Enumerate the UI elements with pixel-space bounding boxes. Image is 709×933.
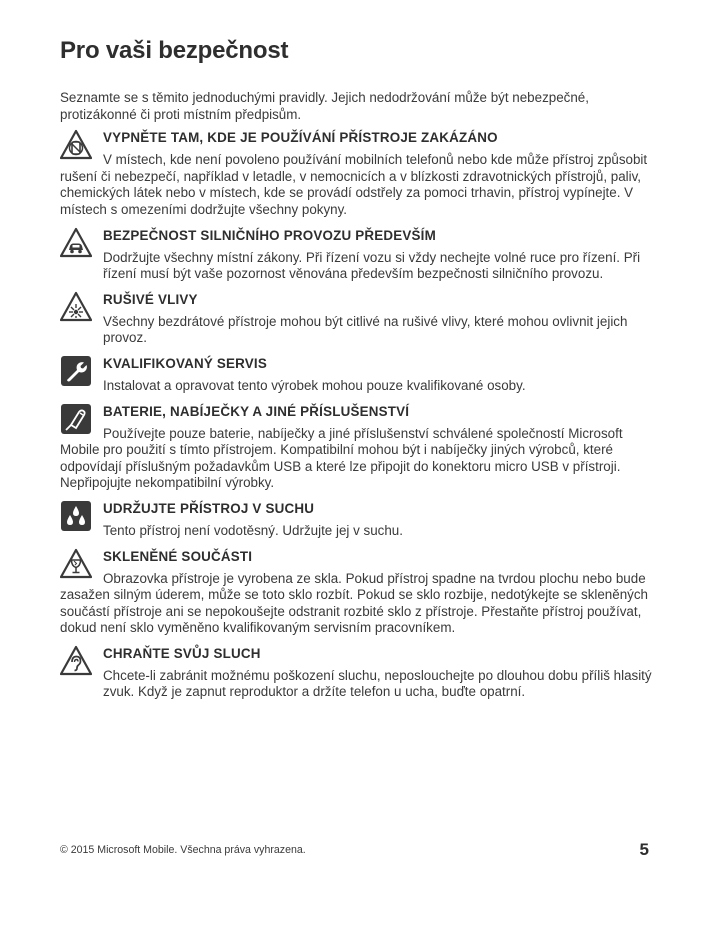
wrench-icon — [60, 355, 92, 387]
section-body: Chcete-li zabránit možnému poškození sluchu, neposlouchejte po dlouhou dobu příliš hlasitý zvuk. Když je zapnut reproduktor a držíte telefon u ucha, buďte opatrní. — [103, 667, 652, 700]
section-glass — [60, 548, 656, 637]
battery-charger-icon — [60, 403, 92, 435]
copyright-footer: © 2015 Microsoft Mobile. Všechna práva vyhrazena. — [60, 844, 306, 856]
section-body: Používejte pouze baterie, nabíječky a jiné příslušenství schválené společností Microsoft Mobile pro použití s tímto přístrojem. Kompatibilní mohou být i nabíječky jiných výrobců, které odpovídají příslušným požadavkům USB a které lze připojit do konektoru micro USB v přístroji. Nepřipojujte nekompatibilní výrobky. — [60, 425, 623, 491]
section-body: V místech, kde není povoleno používání mobilních telefonů nebo kde může přístroj způsobit rušení či nebezpečí, například v letadle, v nemocnicích a v blízkosti zdravotnických přístrojů, paliv, chemických látek nebo v místech, kde se provádí odstřely za pomoci trhavin, přístroj vypínejte. V místech s omezeními dodržujte všechny pokyny. — [60, 152, 648, 217]
section-body: Obrazovka přístroje je vyrobena ze skla. Pokud přístroj spadne na tvrdou plochu nebo bude zasažen silným úderem, může se toto sklo rozbít. Pokud se sklo rozbije, nedotýkejte se skleněných součástí přístroje ani se nepokoušejte odstranit rozbité sklo z přístroje. Přestaňte přístroj používat, dokud není sklo vyměněno kvalifikovaným servisním pracovníkem. — [60, 570, 648, 636]
ear-warning-icon — [60, 645, 92, 677]
section-title: SKLENĚNÉ SOUČÁSTI — [103, 548, 253, 564]
page-number: 5 — [639, 840, 649, 859]
section-title: RUŠIVÉ VLIVY — [103, 291, 198, 307]
section-keep-dry — [60, 500, 656, 540]
section-title: BATERIE, NABÍJEČKY A JINÉ PŘÍSLUŠENSTVÍ — [103, 403, 410, 419]
section-interference — [60, 291, 656, 347]
section-body: Tento přístroj není vodotěsný. Udržujte jej v suchu. — [103, 522, 403, 538]
page-title: Pro vaši bezpečnost — [60, 37, 289, 64]
section-body: Instalovat a opravovat tento výrobek mohou pouze kvalifikované osoby. — [103, 377, 526, 393]
section-title: CHRAŇTE SVŮJ SLUCH — [103, 645, 261, 661]
section-service — [60, 355, 656, 395]
glass-warning-icon — [60, 548, 92, 580]
section-title: VYPNĚTE TAM, KDE JE POUŽÍVÁNÍ PŘÍSTROJE ZAKÁZÁNO — [103, 130, 498, 146]
section-body: Všechny bezdrátové přístroje mohou být citlivé na rušivé vlivy, které mohou ovlivnit jejich provoz. — [103, 313, 628, 346]
water-drops-icon — [60, 500, 92, 532]
section-road-safety — [60, 227, 656, 283]
section-accessories — [60, 403, 656, 492]
intro-text: Seznamte se s těmito jednoduchými pravidly. Jejich nedodržování může být nebezpečné, protizákonné či proti místním předpisům. — [60, 90, 589, 122]
no-phone-warning-icon — [60, 129, 92, 161]
section-title: UDRŽUJTE PŘÍSTROJ V SUCHU — [103, 500, 315, 516]
section-switch-off — [60, 129, 656, 218]
page-content — [60, 36, 656, 709]
section-title: BEZPEČNOST SILNIČNÍHO PROVOZU PŘEDEVŠÍM — [103, 227, 436, 243]
section-body: Dodržujte všechny místní zákony. Při řízení vozu si vždy nechejte volné ruce pro řízení. Při řízení musí být vaše pozornost věnována především bezpečnosti silničního provozu. — [103, 249, 641, 282]
interference-warning-icon — [60, 291, 92, 323]
section-hearing — [60, 645, 656, 701]
section-title: KVALIFIKOVANÝ SERVIS — [103, 355, 267, 371]
car-warning-icon — [60, 227, 92, 259]
